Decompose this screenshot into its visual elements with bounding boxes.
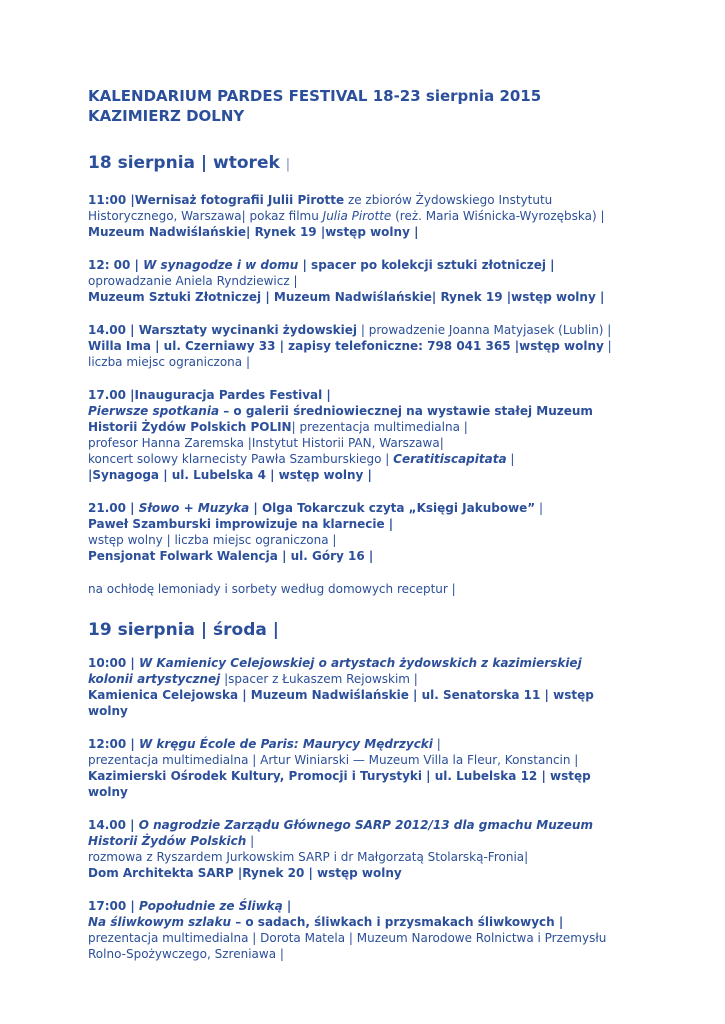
document-page [88,86,628,962]
event-d2-1000: 10:00 | W Kamienicy Celejowskiej o artystach żydowskich z kazimierskiej kolonii artystycznej |spacer z Łukaszem Rejowskim | Kamienica Celejowska | Muzeum Nadwiślańskie | ul. Senatorska 11 | wstęp wolny [88,656,594,718]
event-2100: 21.00 | Słowo + Muzyka | Olga Tokarczuk czyta „Księgi Jakubowe” | Paweł Szamburski improwizuje na klarnecie | wstęp wolny | liczba miejsc ograniczona | Pensjonat Folwark Walencja | ul. Góry 16 | [88,501,544,563]
document-title: KALENDARIUM PARDES FESTIVAL 18-23 sierpnia 2015 KAZIMIERZ DOLNY [88,87,542,125]
event-1700: 17.00 |Inauguracja Pardes Festival | Pierwsze spotkania – o galerii średniowiecznej na wystawie stałej Muzeum Historii Żydów Polskich POLIN| prezentacja multimedialna | profesor Hanna Zaremska |Instytut Historii PAN, Warszawa| koncert solowy klarnecisty Pawła Szamburskiego | Ceratitiscapitata | |Synagoga | ul. Lubelska 4 | wstęp wolny | [88,388,593,482]
event-1100: 11:00 |Wernisaż fotografii Julii Pirotte ze zbiorów Żydowskiego Instytutu Historycznego, Warszawa| pokaz filmu Julia Pirotte (reż. Maria Wiśnicka-Wyrozębska) | Muzeum Nadwiślańskie| Rynek 19 |wstęp wolny | [88,193,605,239]
day-heading-19: 19 sierpnia | środa | [88,620,280,640]
day-heading-18: 18 sierpnia | wtorek | [88,153,291,173]
event-d2-1700: 17:00 | Popołudnie ze Śliwką | Na śliwkowym szlaku – o sadach, śliwkach i przysmakach śliwkowych | prezentacja multimedialna | Dorota Matela | Muzeum Narodowe Rolnictwa i Przemysłu Rolno-Spożywczego, Szreniawa | [88,899,607,961]
event-1200: 12: 00 | W synagodze i w domu | spacer po kolekcji sztuki złotniczej | oprowadzanie Aniela Ryndziewicz | Muzeum Sztuki Złotniczej | Muzeum Nadwiślańskie| Rynek 19 |wstęp wolny | [88,258,605,304]
event-1400: 14.00 | Warsztaty wycinanki żydowskiej | prowadzenie Joanna Matyjasek (Lublin) | Willa Ima | ul. Czerniawy 33 | zapisy telefoniczne: 798 041 365 |wstęp wolny | liczba miejsc ograniczona | [88,323,612,369]
event-d2-1200: 12:00 | W kręgu École de Paris: Maurycy Mędrzycki | prezentacja multimedialna | Artur Winiarski — Muzeum Villa la Fleur, Konstancin | Kazimierski Ośrodek Kultury, Promocji i Turystyki | ul. Lubelska 12 | wstęp wolny [88,737,591,799]
event-d2-1400: 14.00 | O nagrodzie Zarządu Głównego SARP 2012/13 dla gmachu Muzeum Historii Żydów Polskich | rozmowa z Ryszardem Jurkowskim SARP i dr Małgorzatą Stolarską-Fronia| Dom Architekta SARP |Rynek 20 | wstęp wolny [88,818,593,880]
event-note-lemonade: na ochłodę lemoniady i sorbety według domowych receptur | [88,582,456,596]
